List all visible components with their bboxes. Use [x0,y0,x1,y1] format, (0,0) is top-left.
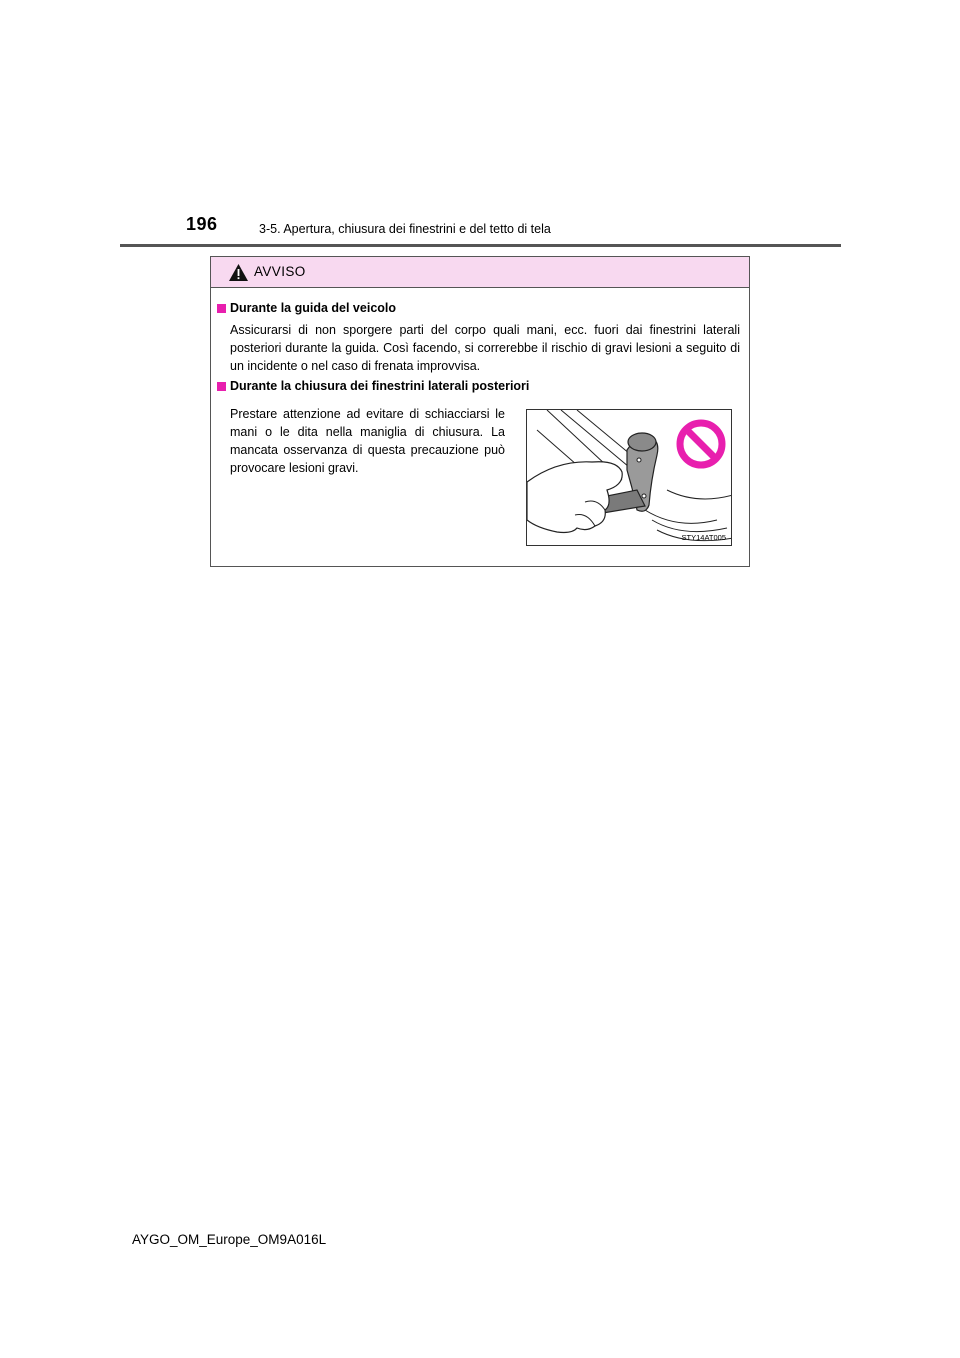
warning-label: AVVISO [254,264,306,279]
section-title: 3-5. Apertura, chiusura dei finestrini e del tetto di tela [259,222,551,236]
warning-item-heading [217,301,396,315]
illustration-figure [526,409,732,546]
warning-item-text: Assicurarsi di non sporgere parti del corpo quali mani, ecc. fuori dai finestrini laterali posteriori durante la guida. Così facendo, si correrebbe il rischio di gravi lesioni a seguito di un incidente o nel caso di frenata improvvisa. [230,323,740,373]
header-rule [120,244,841,247]
warning-triangle-icon [228,263,249,282]
bullet-square-icon [217,382,226,391]
figure-code: STY14AT005 [681,533,726,542]
item-heading-text: Durante la chiusura dei finestrini laterali posteriori [230,379,530,393]
page-number: 196 [186,214,218,234]
prohibition-icon [675,418,727,470]
document-code: AYGO_OM_Europe_OM9A016L [132,1232,327,1247]
item-heading-text: Durante la guida del veicolo [230,301,397,315]
warning-header [211,257,749,288]
warning-item-heading [217,379,529,393]
bullet-square-icon [217,304,226,313]
warning-box [210,256,750,567]
warning-item-text: Prestare attenzione ad evitare di schiacciarsi le mani o le dita nella maniglia di chiusura. La mancata osservanza di questa precauzione può provocare lesioni gravi. [230,407,505,475]
